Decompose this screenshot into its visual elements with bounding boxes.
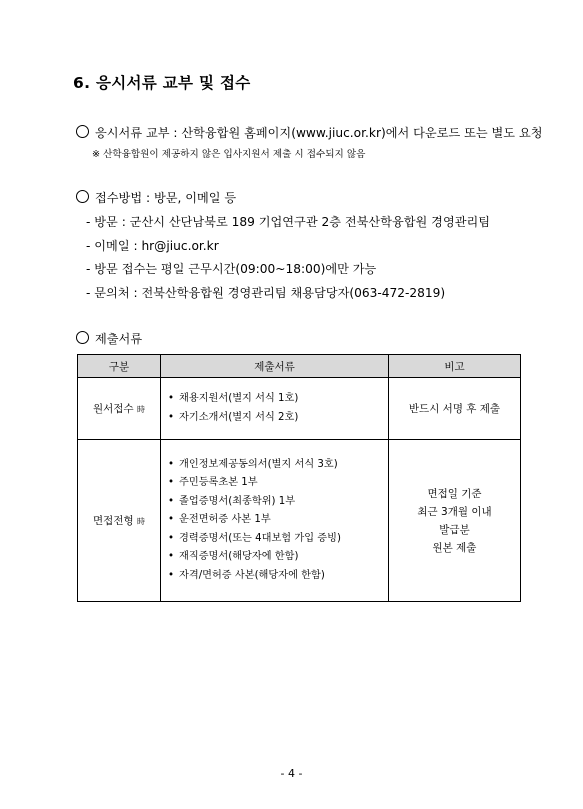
receipt-item-email: - 이메일 : hr@jiuc.or.kr — [86, 239, 219, 253]
list-item: • 운전면허증 사본 1부 — [168, 511, 388, 530]
list-item: • 재직증명서(해당자에 한함) — [168, 548, 388, 567]
row-documents — [161, 440, 389, 602]
receipt-title-text: 접수방법 : 방문, 이메일 등 — [95, 191, 237, 205]
circle-bullet-icon — [76, 190, 89, 203]
header-category: 구분 — [78, 355, 161, 378]
issue-note: ※ 산학융합원이 제공하지 않은 입사지원서 제출 시 접수되지 않음 — [92, 149, 366, 160]
circle-bullet-icon — [76, 331, 89, 344]
circle-bullet-icon — [76, 125, 89, 138]
list-item: • 자기소개서(별지 서식 2호) — [168, 409, 388, 428]
list-item: • 채용지원서(별지 서식 1호) — [168, 390, 388, 409]
row-remark: 반드시 서명 후 제출 — [389, 378, 521, 440]
header-documents: 제출서류 — [161, 355, 389, 378]
list-item: • 졸업증명서(최종학위) 1부 — [168, 493, 388, 512]
page-number: - 4 - — [280, 767, 303, 780]
list-item: • 자격/면허증 사본(해당자에 한함) — [168, 567, 388, 586]
list-item: • 개인정보제공동의서(별지 서식 3호) — [168, 456, 388, 475]
receipt-item-contact: - 문의처 : 전북산학융합원 경영관리팀 채용담당자(063-472-2819) — [86, 286, 446, 300]
list-item: • 경력증명서(또는 4대보험 가입 증빙) — [168, 530, 388, 549]
receipt-title — [76, 189, 236, 206]
row-category: 원서접수 時 — [78, 378, 161, 440]
documents-title — [76, 330, 142, 347]
documents-table — [77, 354, 521, 602]
list-item: • 주민등록초본 1부 — [168, 474, 388, 493]
table-header-row — [78, 355, 521, 378]
row-remark: 면접일 기준 최근 3개월 이내 발급분 원본 제출 — [389, 440, 521, 602]
receipt-item-hours: - 방문 접수는 평일 근무시간(09:00~18:00)에만 가능 — [86, 262, 377, 276]
documents-title-text: 제출서류 — [95, 332, 143, 346]
header-remark: 비고 — [389, 355, 521, 378]
issue-line — [76, 124, 543, 141]
row-category: 면접전형 時 — [78, 440, 161, 602]
row-documents — [161, 378, 389, 440]
issue-text: 응시서류 교부 : 산학융합원 홈페이지(www.jiuc.or.kr)에서 다운로드 또는 별도 요청 — [95, 126, 543, 140]
table-row — [78, 440, 521, 602]
receipt-item-visit: - 방문 : 군산시 산단남북로 189 기업연구관 2층 전북산학융합원 경영관리팀 — [86, 215, 491, 229]
table-row — [78, 378, 521, 440]
section-title: 6. 응시서류 교부 및 접수 — [73, 74, 251, 92]
